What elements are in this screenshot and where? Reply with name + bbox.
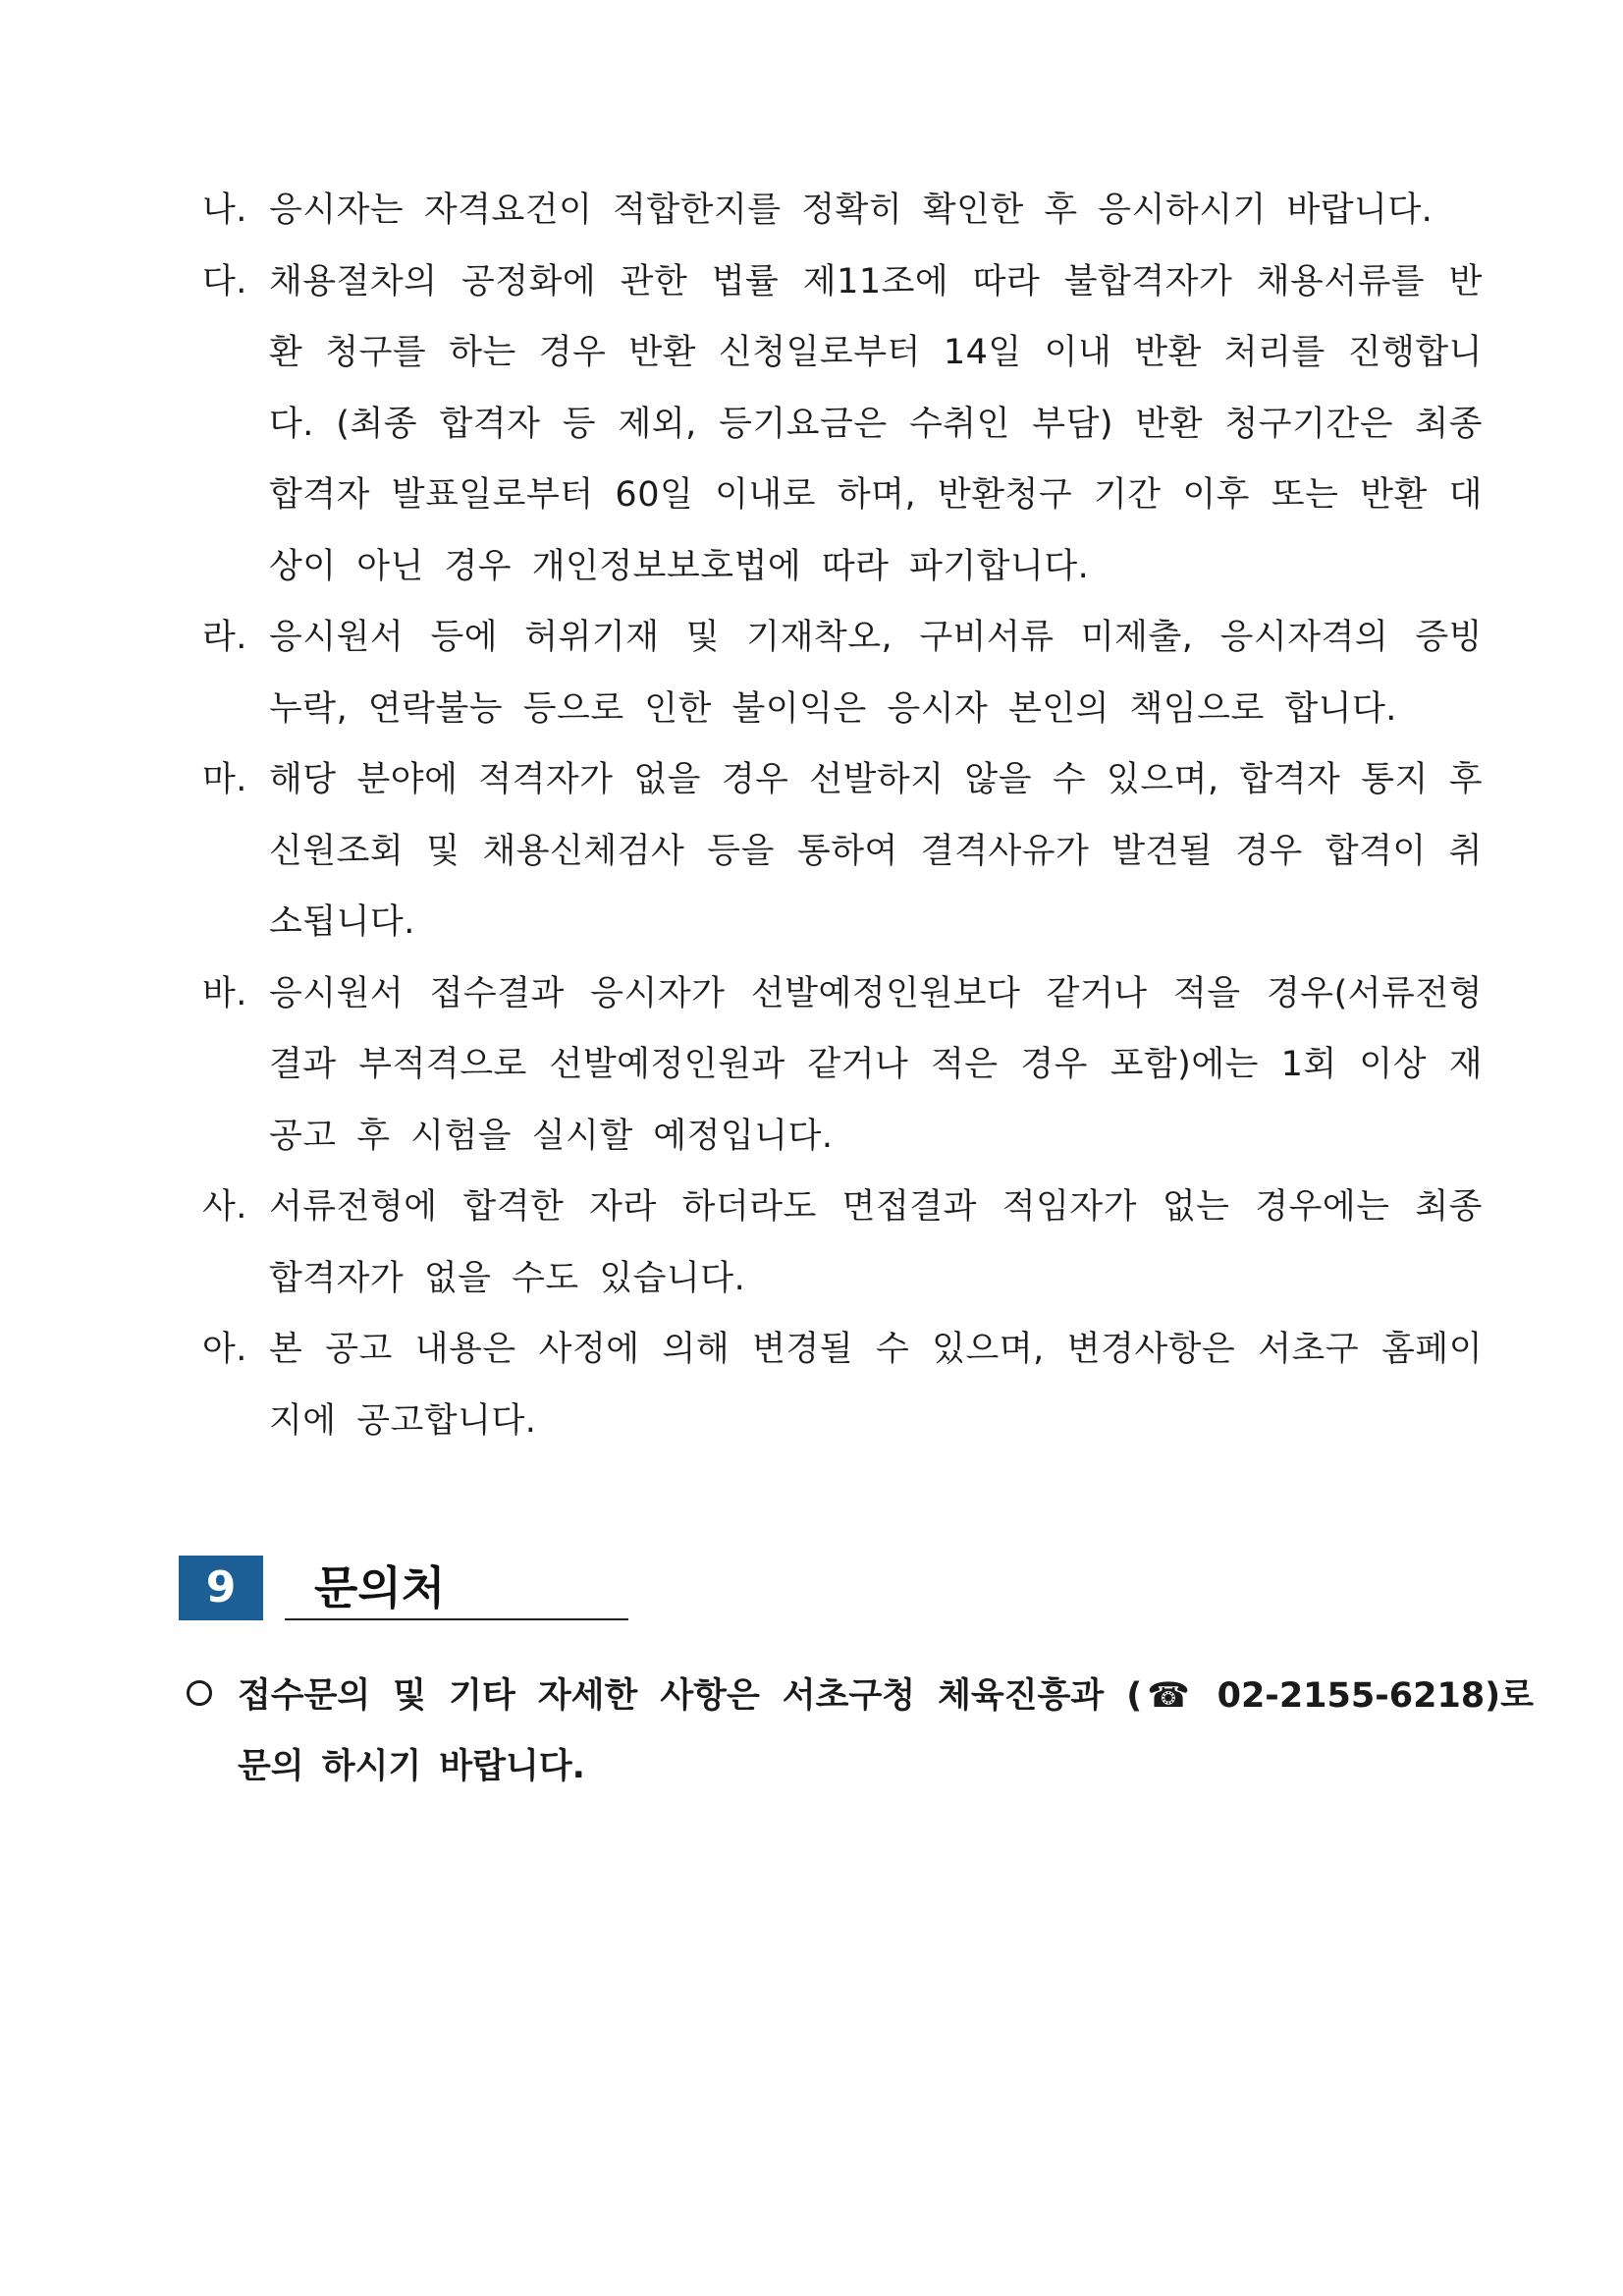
item-text: 응시원서 접수결과 응시자가 선발예정인원보다 같거나 적을 경우(서류전형 결과 부적격으로 선발예정인원과 같거나 적은 경우 포함)에는 1회 이상 재공고 후 시험을 실시할 예정입니다.: [269, 973, 1483, 1156]
list-item: [196, 246, 1483, 603]
list-item: [196, 958, 1483, 1173]
section-underline: [285, 1618, 628, 1620]
section-number-badge: 9: [179, 1556, 263, 1620]
list-item: [196, 602, 1483, 744]
item-text: 응시자는 자격요건이 적합한지를 정확히 확인한 후 응시하시기 바랍니다.: [269, 191, 1434, 230]
item-marker: 나.: [202, 191, 247, 230]
item-text: 본 공고 내용은 사정에 의해 변경될 수 있으며, 변경사항은 서초구 홈페이지에 공고합니다.: [269, 1330, 1483, 1441]
list-item: [196, 1314, 1483, 1456]
section-title: 문의처: [314, 1561, 446, 1614]
item-text: 채용절차의 공정화에 관한 법률 제11조에 따라 불합격자가 채용서류를 반환 청구를 하는 경우 반환 신청일로부터 14일 이내 반환 처리를 진행합니다. (최종 합격자 등 제외, 등기요금은 수취인 부담) 반환 청구기간은 최종 합격자 발표일로부터 60일 이내로 하며, 반환청구 기간 이후 또는 반환 대상이 아닌 경우 개인정보보호법에 따라 파기합니다.: [269, 261, 1483, 586]
item-marker: 사.: [202, 1187, 247, 1227]
contact-info: [187, 1661, 1534, 1802]
item-marker: 라.: [202, 618, 247, 657]
notice-list: [196, 175, 1483, 1456]
item-marker: 다.: [202, 261, 247, 301]
list-item: [196, 744, 1483, 958]
contact-text: 접수문의 및 기타 자세한 사항은 서초구청 체육진흥과 (☎ 02-2155-6218)로 문의 하시기 바랍니다.: [238, 1676, 1534, 1786]
item-marker: 아.: [202, 1330, 247, 1369]
list-item: [196, 175, 1483, 246]
list-item: [196, 1172, 1483, 1314]
circle-bullet-icon: [187, 1680, 212, 1706]
item-text: 응시원서 등에 허위기재 및 기재착오, 구비서류 미제출, 응시자격의 증빙 누락, 연락불능 등으로 인한 불이익은 응시자 본인의 책임으로 합니다.: [269, 618, 1483, 729]
item-marker: 마.: [202, 760, 247, 799]
item-text: 서류전형에 합격한 자라 하더라도 면접결과 적임자가 없는 경우에는 최종 합격자가 없을 수도 있습니다.: [269, 1187, 1483, 1298]
item-marker: 바.: [202, 973, 247, 1013]
item-text: 해당 분야에 적격자가 없을 경우 선발하지 않을 수 있으며, 합격자 통지 후 신원조회 및 채용신체검사 등을 통하여 결격사유가 발견될 경우 합격이 취소됩니다.: [269, 760, 1483, 942]
